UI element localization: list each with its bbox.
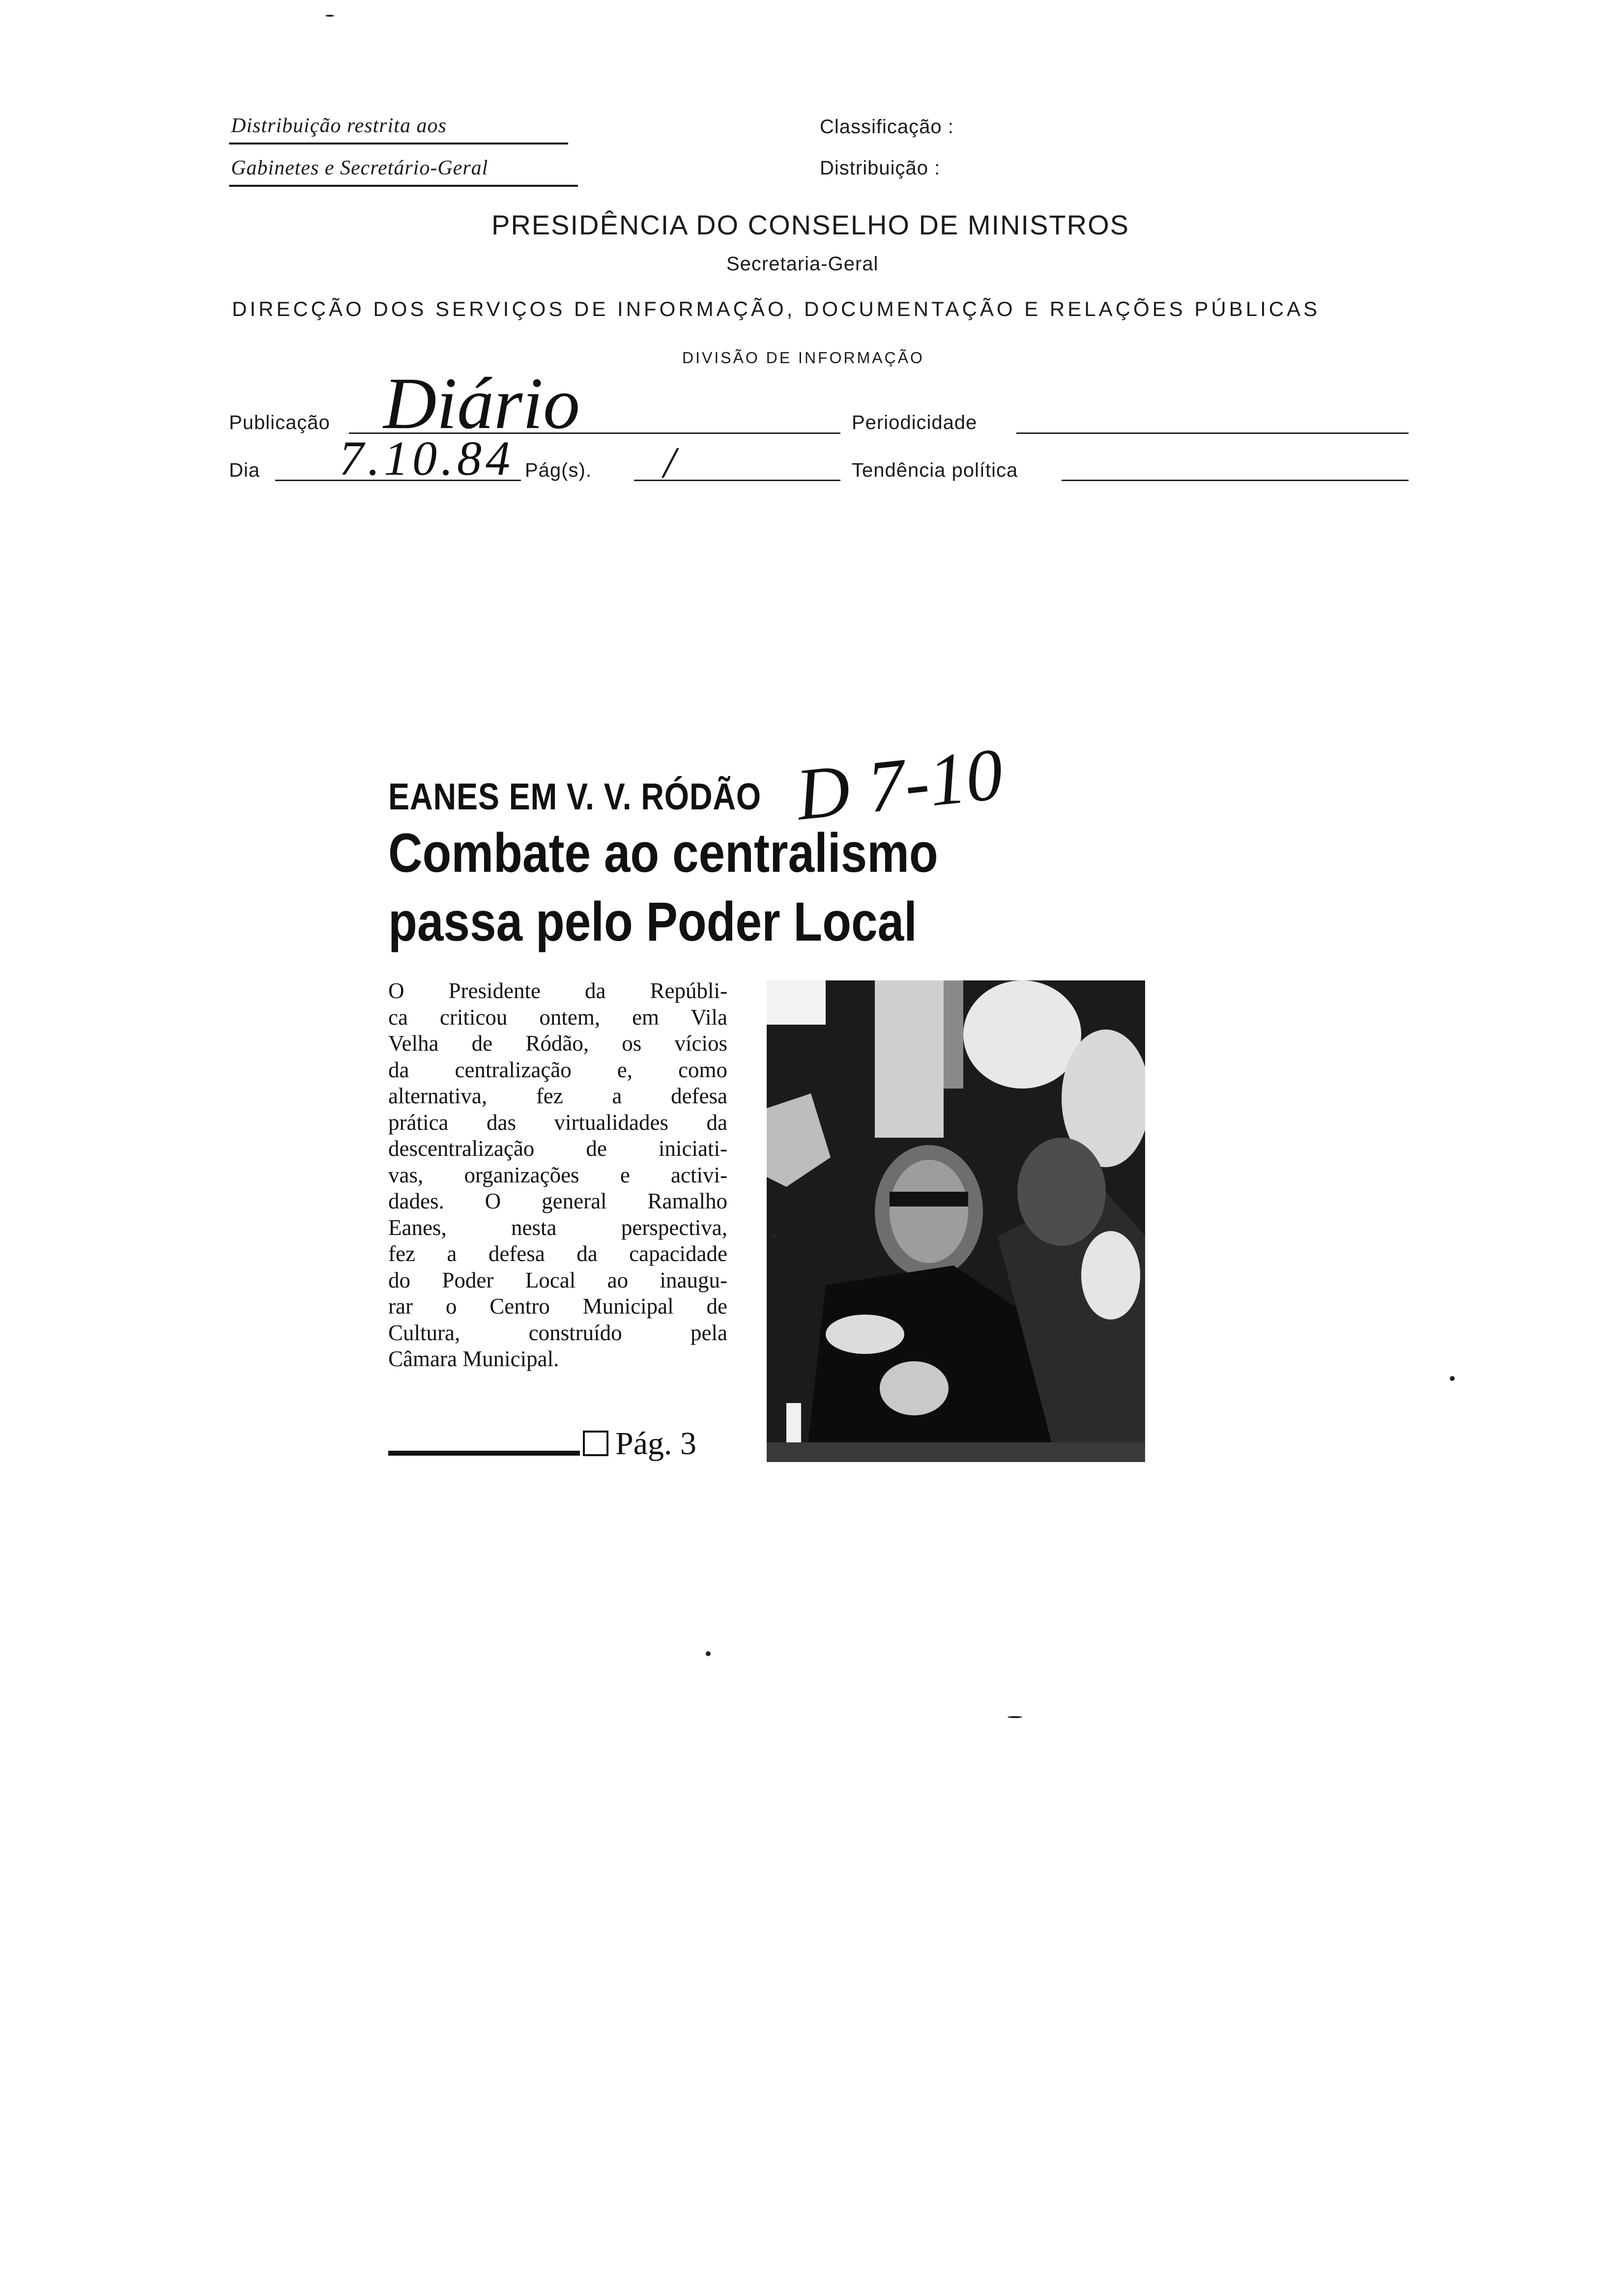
publication-label: Publicação: [229, 412, 330, 433]
article-headline-line1: Combate ao centralismo: [388, 822, 938, 884]
scan-speck: [706, 1651, 711, 1656]
article-body-line: Velha de Ródão, os vícios: [388, 1031, 727, 1056]
article-body-line: rar o Centro Municipal de: [388, 1294, 727, 1319]
page-title: PRESIDÊNCIA DO CONSELHO DE MINISTROS: [491, 209, 1129, 240]
periodicity-line: [1016, 432, 1409, 434]
periodicity-label: Periodicidade: [852, 412, 978, 433]
article-body-line: ca criticou ontem, em Vila: [388, 1004, 727, 1030]
page-reference: [583, 1425, 696, 1463]
scan-speck: [325, 15, 334, 17]
distribution-restriction-line1: Distribuição restrita aos: [231, 115, 447, 137]
publication-handwritten: Diário: [383, 363, 580, 444]
page-ref-rule: [388, 1451, 580, 1456]
classification-label: Classificação :: [820, 116, 954, 138]
article-body-line: descentralização de iniciati-: [388, 1136, 727, 1161]
direction-heading: DIRECÇÃO DOS SERVIÇOS DE INFORMAÇÃO, DOCUMENTAÇÃO E RELAÇÕES PÚBLICAS: [232, 297, 1321, 320]
handwritten-annotation: D 7-10: [792, 733, 1007, 836]
scan-speck: [772, 1234, 777, 1238]
article-headline-line2: passa pelo Poder Local: [388, 891, 917, 952]
pages-handwritten: /: [663, 438, 676, 487]
division-heading: DIVISÃO DE INFORMAÇÃO: [682, 349, 924, 367]
distribution-label: Distribuição :: [820, 157, 941, 179]
news-photo: [767, 980, 1145, 1462]
article-body-line: Câmara Municipal.: [388, 1347, 559, 1371]
underline-distribution-2: [229, 185, 578, 187]
page-subtitle: Secretaria-Geral: [726, 253, 879, 275]
article-body-line: dades. O general Ramalho: [388, 1189, 727, 1213]
article-body: [388, 978, 727, 1373]
article-body-line: da centralização e, como: [388, 1057, 727, 1082]
page-reference-text: Pág. 3: [615, 1426, 696, 1462]
day-label: Dia: [229, 459, 260, 481]
political-tendency-line: [1062, 480, 1409, 481]
underline-distribution-1: [229, 143, 568, 144]
day-handwritten: 7.10.84: [339, 431, 514, 486]
article-body-line: prática das virtualidades da: [388, 1110, 727, 1135]
article-kicker: EANES EM V. V. RÓDÃO: [388, 776, 761, 818]
article-body-line: fez a defesa da capacidade: [388, 1241, 727, 1266]
scan-speck: [1008, 1716, 1022, 1718]
article-body-line: O Presidente da Repúbli-: [388, 978, 727, 1003]
checkbox-square-icon: [583, 1431, 608, 1456]
article-body-line: alternativa, fez a defesa: [388, 1084, 727, 1108]
pages-label: Pág(s).: [525, 459, 592, 481]
article-body-line: Cultura, construído pela: [388, 1320, 727, 1345]
distribution-restriction-line2: Gabinetes e Secretário-Geral: [231, 157, 489, 179]
article-body-line: do Poder Local ao inaugu-: [388, 1267, 727, 1292]
political-tendency-label: Tendência política: [852, 459, 1018, 481]
scan-speck: [1450, 1376, 1455, 1381]
article-body-line: Eanes, nesta perspectiva,: [388, 1215, 727, 1240]
article-body-line: vas, organizações e activi-: [388, 1162, 727, 1187]
